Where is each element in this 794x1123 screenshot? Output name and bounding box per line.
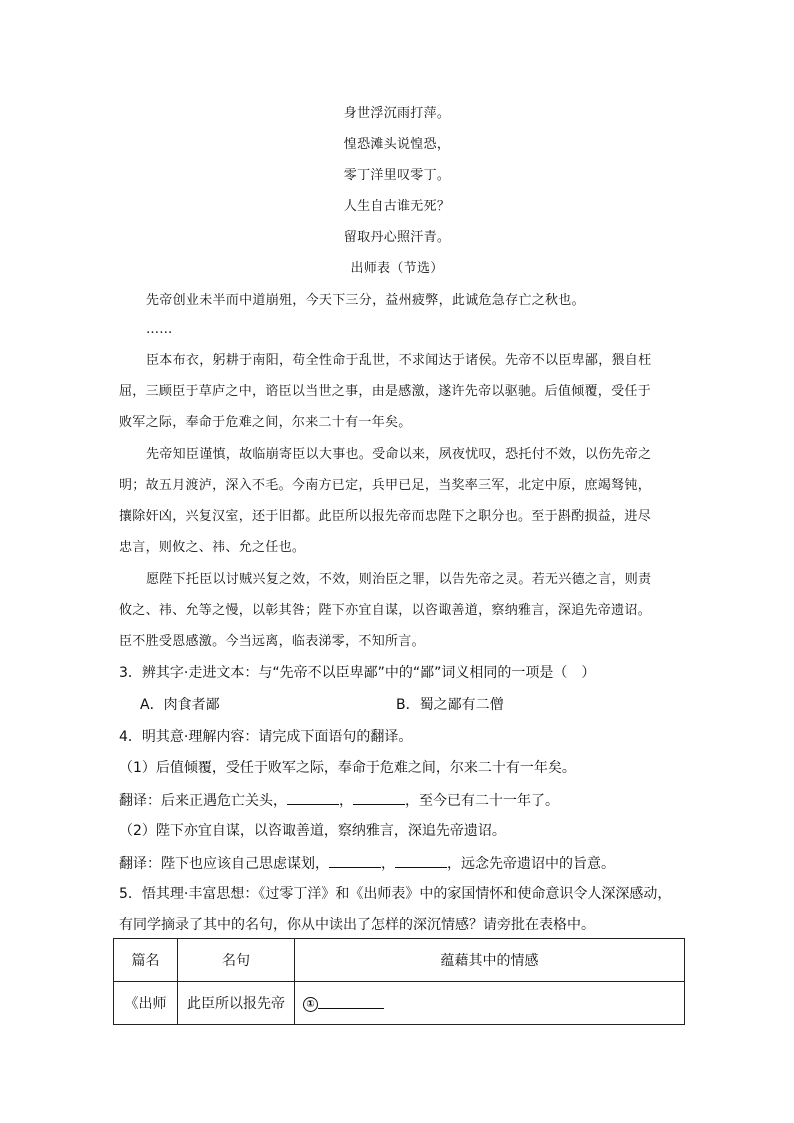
essay-paragraph-line: 攸之、祎、允等之慢，以彰其咎；陛下亦宜自谋，以咨诹善道，察纳雅言，深追先帝遗诏。 [119,603,652,618]
question-3-option-a: A．肉食者鄙 [140,697,220,713]
answer-blank[interactable] [318,994,384,1009]
question-4-translation-2 [119,853,615,874]
essay-paragraph-line: 攘除奸凶，兴复汉室，还于旧都。此臣所以报先帝而忠陛下之职分也。至于斟酌损益，进尽 [119,509,652,524]
answer-cell[interactable] [295,982,685,1025]
table-header-cell: 蕴藉其中的情感 [295,939,685,982]
question-5-stem: 5．悟其理·丰富思想：《过零丁洋》和《出师表》中的家国情怀和使命意识令人深深感动， [119,886,672,902]
question-4-sub-1: （1）后值倾覆，受任于败军之际，奉命于危难之间，尔来二十有一年矣。 [119,760,576,776]
answer-table [113,938,685,1025]
essay-paragraph-line: 败军之际，奉命于危难之间，尔来二十有一年矣。 [119,415,412,430]
translation-text: ， [339,793,353,809]
poem-line: 零丁洋里叹零丁。 [343,168,451,183]
translation-text: 翻译：后来正遇危亡关头， [119,793,287,809]
translation-text: ， [381,856,395,872]
question-4-sub-2: （2）陛下亦宜自谋，以咨诹善道，察纳雅言，深追先帝遗诏。 [119,823,506,839]
essay-paragraph-line: 忠言，则攸之、祎、允之任也。 [119,540,306,555]
answer-blank[interactable] [353,790,405,805]
table-cell: 《出师 [114,982,178,1025]
poem-line: 留取丹心照汗青。 [343,230,451,245]
table-row [114,982,685,1025]
essay-paragraph-line: 愿陛下托臣以讨贼兴复之效，不效，则治臣之罪，以告先帝之灵。若无兴德之言，则责 [146,572,652,587]
poem-line: 身世浮沉雨打萍。 [343,106,451,121]
question-4-stem: 4．明其意·理解内容：请完成下面语句的翻译。 [119,729,413,745]
translation-text: ，至今已有二十一年了。 [405,793,559,809]
question-3-stem: 3．辨其字·走进文本：与“先帝不以臣卑鄙”中的“鄙”词义相同的一项是（ ） [119,665,596,681]
table-header-cell: 名句 [178,939,295,982]
answer-blank[interactable] [329,853,381,868]
poem-line: 人生自古谁无死？ [343,199,451,214]
essay-title: 出师表（节选） [350,261,444,276]
essay-paragraph-line: 臣本布衣，躬耕于南阳，苟全性命于乱世，不求闻达于诸侯。先帝不以臣卑鄙，猥自枉 [146,353,652,368]
poem-line: 惶恐滩头说惶恐， [343,137,451,152]
translation-text: 翻译：陛下也应该自己思虑谋划， [119,856,329,872]
essay-paragraph-line: 臣不胜受恩感激。今当远离，临表涕零，不知所言。 [119,634,425,649]
essay-paragraph-line: 屈，三顾臣于草庐之中，谘臣以当世之事，由是感激，遂许先帝以驱驰。后值倾覆，受任于 [119,384,652,399]
essay-paragraph-line: 先帝知臣谨慎，故临崩寄臣以大事也。受命以来，夙夜忧叹，恐托付不效，以伤先帝之 [146,447,652,462]
table-header-row [114,939,685,982]
table-header-cell: 篇名 [114,939,178,982]
table-cell: 此臣所以报先帝 [178,982,295,1025]
circled-number: ① [303,997,318,1012]
essay-ellipsis: …… [146,322,173,337]
answer-blank[interactable] [395,853,447,868]
question-5-stem: 有同学摘录了其中的名句，你从中读出了怎样的深沉情感？请旁批在表格中。 [119,917,595,933]
translation-text: ，远念先帝遗诏中的旨意。 [447,856,615,872]
question-3-option-b: B．蜀之鄙有二僧 [396,697,504,713]
essay-paragraph-line: 明；故五月渡泸，深入不毛。今南方已定，兵甲已足，当奖率三军，北定中原，庶竭驽钝， [119,478,652,493]
essay-paragraph-line: 先帝创业未半而中道崩殂，今天下三分，益州疲弊，此诚危急存亡之秋也。 [146,293,585,308]
question-4-translation-1 [119,790,559,811]
answer-blank[interactable] [287,790,339,805]
